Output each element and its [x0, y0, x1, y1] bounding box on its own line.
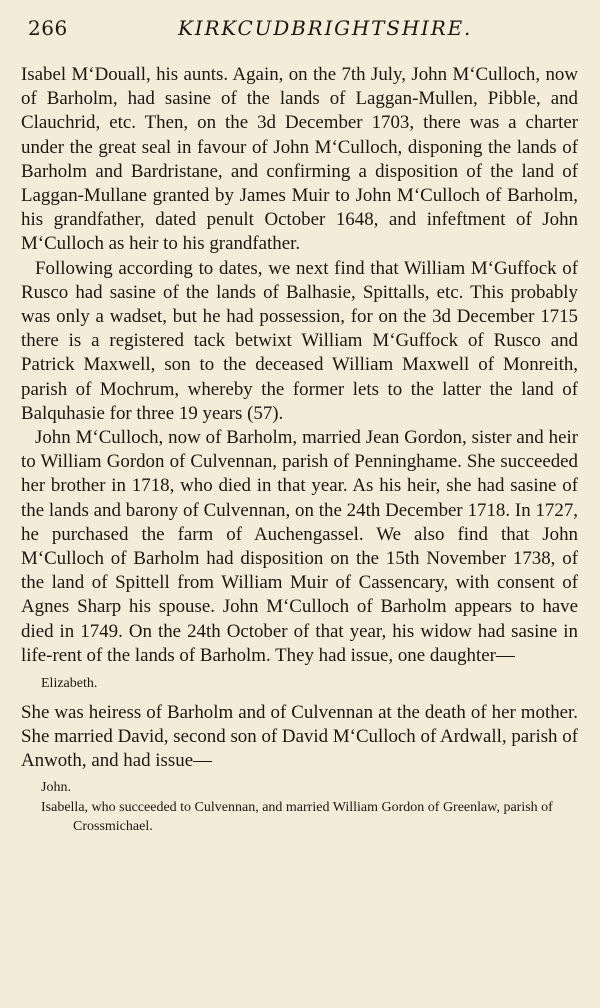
- paragraph-3: John M‘Culloch, now of Barholm, married Jean Gordon, sister and heir to William Gordon of Culvennan, parish of Penninghame. She succeeded her brother in 1718, who died in that year. As his heir, she had sasine of the lands and barony of Culvennan, on the 24th December 1718. In 1727, he purchased the farm of Auchengassel. We also find that John M‘Culloch of Barholm had disposition on the 15th November 1738, of the land of Spittell from William Muir of Cassencary, with consent of Agnes Sharp his spouse. John M‘Culloch of Barholm appears to have died in 1749. On the 24th October of that year, his widow had sasine in life-rent of the lands of Barholm. They had issue, one daughter—: [21, 427, 578, 666]
- issue-isabella: Isabella, who succeeded to Culvennan, and married William Gordon of Greenlaw, parish of Crossmichael.: [41, 799, 553, 835]
- main-text: [21, 63, 578, 837]
- paragraph-4: She was heiress of Barholm and of Culvennan at the death of her mother. She married David, second son of David M‘Culloch of Ardwall, parish of Anwoth, and had issue—: [21, 701, 578, 771]
- page-header: [28, 16, 588, 48]
- issue-list-2: [41, 778, 578, 798]
- paragraph-1: Isabel M‘Douall, his aunts. Again, on the 7th July, John M‘Culloch, now of Barholm, had sasine of the lands of Laggan-Mullen, Pibble, and Clauchrid, etc. Then, on the 3d December 1703, there was a charter under the great seal in favour of John M‘Culloch, disponing the lands of Barholm and Bardristane, and confirming a disposition of the land of Laggan-Mullane granted by James Muir to John M‘Culloch of Barholm, his grandfather, dated penult October 1648, and infeftment of John M‘Culloch as heir to his grandfather.: [21, 64, 578, 255]
- issue-elizabeth: Elizabeth.: [41, 676, 98, 692]
- page-number: 266: [28, 16, 68, 40]
- issue-john: John.: [41, 780, 71, 796]
- running-title: KIRKCUDBRIGHTSHIRE.: [178, 16, 473, 40]
- issue-list-1: [41, 674, 578, 694]
- paragraph-2: Following according to dates, we next find that William M‘Guffock of Rusco had sasine of the lands of Balhasie, Spittalls, etc. This probably was only a wadset, but he had possession, for on the 3d December 1715 there is a registered tack betwixt William M‘Guffock of Rusco and Patrick Maxwell, son to the deceased William Maxwell of Monreith, parish of Mochrum, whereby the former lets to the latter the land of Balquhasie for three 19 years (57).: [21, 257, 578, 424]
